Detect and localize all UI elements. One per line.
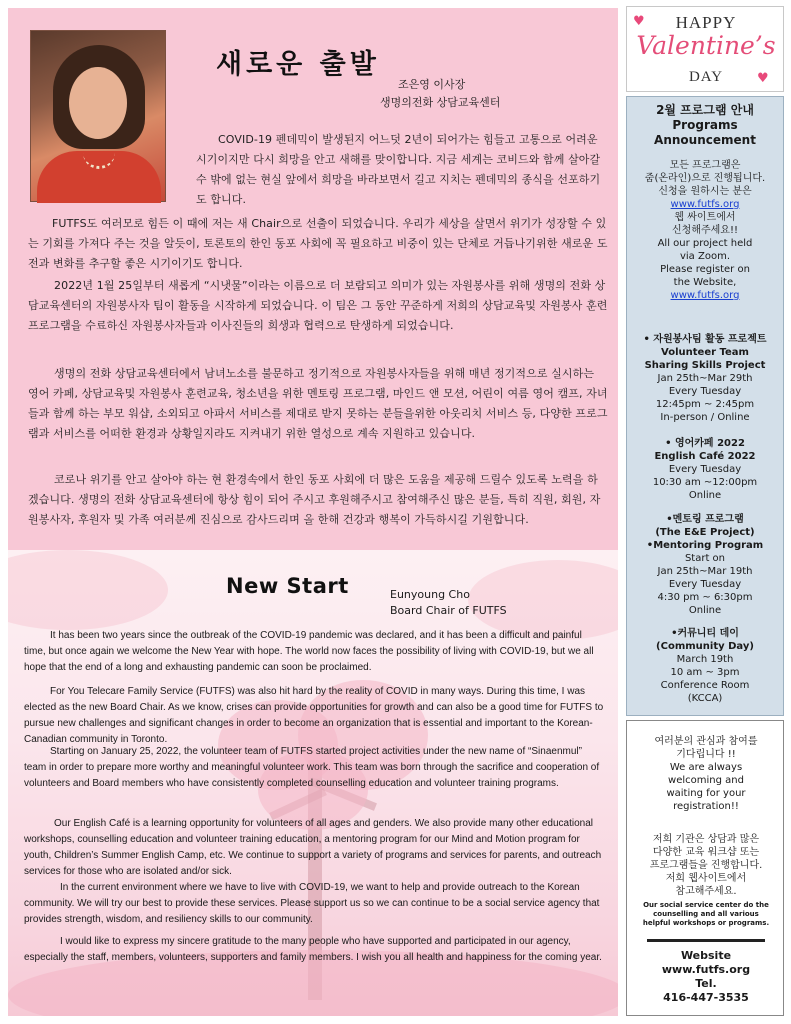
program-time: 10 am ~ 3pm	[670, 667, 740, 678]
korean-paragraph: FUTFS도 여러모로 힘든 이 때에 저는 새 Chair으로 선출이 되었습니다. 우리가 세상을 살면서 위기가 성장할 수 있는 기회를 가져다 주는 것을 알듯이, 토론토의 한인 동포 사회에 꼭 필요하고 비중이 있는 단체로 거듭나기위한 새로운 도전과 변화를 추구할 좋은 시기이기도 합니다.	[28, 217, 608, 270]
program-start: Start on	[684, 553, 726, 564]
intro-line: 모든 프로그램은	[669, 160, 741, 171]
reg-line: 다양한 교육 워크샵 또는	[652, 847, 760, 858]
reg-line: Our social service center do the	[643, 901, 769, 909]
program-name-en: Volunteer Team	[661, 347, 749, 358]
english-author-name: Eunyoung Cho	[390, 588, 470, 601]
intro-line: 신청을 원하시는 분은	[658, 186, 752, 197]
program-name-en: Sharing Skills Project	[644, 360, 766, 371]
reg-line: helpful workshops or programs.	[642, 919, 770, 927]
program-date: Jan 25th~Mar 19th	[657, 566, 753, 577]
program-mode: In-person / Online	[660, 412, 750, 423]
program-day: Every Tuesday	[668, 464, 742, 475]
website-link[interactable]: www.futfs.org	[670, 290, 740, 301]
reg-line: welcoming and	[668, 775, 744, 786]
program-time: 4:30 pm ~ 6:30pm	[657, 592, 753, 603]
korean-paragraph: COVID-19 펜데믹이 발생된지 어느덧 2년이 되어가는 힘들고 고통으로 어려운 시기이지만 다시 희망을 안고 새해를 맞이합니다. 지금 세계는 코비드와 함께 살아갈 수 밖에 없는 현실 앞에서 희망을 바라보면서 길고 지치는 펜데믹의 종식을 선포하기도 합니다.	[196, 133, 601, 206]
program-name-en: (Community Day)	[656, 641, 754, 652]
english-article	[8, 550, 618, 1016]
programs-announcement	[626, 96, 784, 716]
intro-line: Please register on	[660, 264, 750, 275]
program-name-kr: • 자원봉사팀 활동 프로젝트	[643, 334, 767, 345]
valentine-banner	[626, 6, 784, 92]
program-community-day	[627, 627, 783, 705]
english-author-title: Board Chair of FUTFS	[390, 604, 507, 617]
program-mode: Online	[688, 490, 722, 501]
english-paragraph: For You Telecare Family Service (FUTFS) was also hit hard by the reality of COVID in many ways. During this time, I was elected as the new Board Chair. As we know, crises can provide opportunities for growth and can also be a good time for FUTFS to pursue new challenges and significant changes in order to become an organization that is essential and important to the Korean-Canadian community in Toronto.	[24, 686, 604, 745]
intro-line: the Website,	[673, 277, 737, 288]
registration-info	[626, 720, 784, 1016]
korean-paragraph: 코로나 위기를 안고 살아야 하는 현 환경속에서 한인 동포 사회에 더 많은 도움을 제공해 드릴수 있도록 노력을 하겠습니다. 생명의 전화 상담교육센터에 항상 힘이 되어 주시고 후원해주시고 참여해주신 많은 분들, 특히 직원, 회원, 자원봉사자, 후원자 및 가족 여러분께 진심으로 감사드리며 올 한해 건강과 행복이 가득하시길 기원합니다.	[28, 473, 601, 526]
program-name-kr: •커뮤니티 데이	[671, 628, 739, 639]
heart-icon: ♥	[757, 71, 769, 86]
program-time: 10:30 am ~12:00pm	[652, 477, 758, 488]
reg-line: 참고해주세요.	[675, 886, 737, 897]
reg-line: 여러분의 관심과 참여를	[654, 736, 758, 747]
program-mode: Online	[688, 605, 722, 616]
korean-article	[8, 8, 618, 550]
english-paragraph: It has been two years since the outbreak of the COVID-19 pandemic was declared, and it has been a difficult and painful time, but once again we welcome the New Year with hope. The world now faces the possibility of living with COVID-19, but we all hope that the end of a long and exhausting pandemic can soon be proclaimed.	[24, 630, 594, 673]
intro-line: All our project held	[657, 238, 753, 249]
program-date: Jan 25th~Mar 29th	[657, 373, 753, 384]
website-link[interactable]: www.futfs.org	[661, 963, 751, 976]
english-paragraph: Starting on January 25, 2022, the volunteer team of FUTFS started project activities under the new name of “Sinaenmul” team in order to prepare more worthy and meaningful volunteer work. This team was born through the sacrifice and cooperation of volunteers and Board members who have consistently completed counselling education and volunteer training programs.	[24, 746, 600, 789]
reg-line: 저희 기관은 상담과 많은	[652, 834, 760, 845]
english-paragraph: Our English Café is a learning opportunity for volunteers of all ages and genders. We also provide many other educational workshops, counselling education and volunteer training education, a mentoring program for our Mind and Motion program for youth, Children’s Summer English Camp, etc. We continue to support a variety of programs and services for parents, and outreach services for those who are isolated and/or sick.	[24, 818, 602, 877]
korean-paragraph: 생명의 전화 상담교육센터에서 남녀노소를 불문하고 정기적으로 자원봉사자들을 위해 매년 정기적으로 실시하는 영어 카페, 상담교육및 자원봉사 훈련교육, 청소년을 위한 멘토링 프로그램, 마인드 앤 모션, 어린이 여름 영어 캠프, 자녀들과 함께 하는 부모 워샵, 소외되고 아파서 서비스를 제대로 받지 못하는 분들을위한 아웃리치 서비스 등, 다양한 프로그램과 서비스를 어떠한 환경과 상황일지라도 지켜내기 위한 열성으로 계속 지원하고 있습니다.	[28, 367, 608, 440]
registration-about	[631, 833, 781, 898]
intro-line: 줌(온라인)으로 진행됩니다.	[644, 173, 766, 184]
program-venue: (KCCA)	[687, 693, 723, 704]
korean-title: 새로운 출발	[216, 49, 380, 80]
english-paragraph: I would like to express my sincere gratitude to the many people who have supported and participated in our agency, especially the staff, members, volunteers, supporters and family members. I wish you all health and happiness for the coming year.	[24, 936, 602, 963]
program-name-kr: •멘토링 프로그램	[666, 514, 744, 525]
heart-icon: ♥	[633, 14, 645, 29]
program-date: March 19th	[676, 654, 734, 665]
english-title: New Start	[226, 574, 349, 598]
english-paragraph: In the current environment where we have to live with COVID-19, we want to help and provide outreach to the Korean community. We will try our best to provide these services. Please support us so we can continue to be a social service agency that provides strength, wisdom, and resiliency skills to our community.	[24, 882, 600, 925]
phone-number[interactable]: 416-447-3535	[663, 991, 749, 1004]
website-link[interactable]: www.futfs.org	[670, 199, 740, 210]
registration-note	[631, 901, 781, 928]
contact-info	[631, 949, 781, 1005]
program-day: Every Tuesday	[668, 579, 742, 590]
korean-author-org: 생명의전화 상담교육센터	[380, 96, 501, 109]
intro-line: 신청해주세요!!	[672, 225, 738, 236]
programs-heading-en: Programs Announcement	[654, 118, 756, 147]
reg-line: counselling and all various	[653, 910, 759, 918]
program-volunteer-team	[627, 333, 783, 424]
valentine-script: Valentine’s	[636, 31, 776, 60]
program-name-kr: • 영어카페 2022	[665, 438, 745, 449]
author-photo	[30, 30, 166, 202]
intro-line: via Zoom.	[679, 251, 730, 262]
programs-heading	[627, 103, 783, 148]
reg-line: registration!!	[673, 801, 739, 812]
programs-intro	[627, 159, 783, 302]
program-name-en: (The E&E Project)	[655, 527, 755, 538]
korean-paragraph: 2022년 1월 25일부터 새롭게 “시냇물”이라는 이름으로 더 보람되고 의미가 있는 자원봉사를 위해 생명의 전화 상담교육센터의 자원봉사자 팀이 활동을 시작하게 되었습니다. 이 팀은 그 동안 꾸준하게 저희의 상담교육및 자원봉사 훈련 프로그램을 수료하신 자원봉사자들과 이사진들의 희생과 협력으로 탄생하게 되었습니다.	[28, 279, 608, 332]
program-mentoring	[627, 513, 783, 617]
programs-heading-kr: 2월 프로그램 안내	[656, 103, 754, 117]
registration-invite	[631, 735, 781, 813]
program-name-en: •Mentoring Program	[646, 540, 764, 551]
divider	[647, 939, 765, 942]
program-english-cafe	[627, 437, 783, 502]
program-time: 12:45pm ~ 2:45pm	[655, 399, 755, 410]
intro-line: 웹 싸이트에서	[674, 212, 736, 223]
website-label: Website	[680, 949, 732, 962]
program-day: Every Tuesday	[668, 386, 742, 397]
korean-author-name: 조은영 이사장	[398, 78, 466, 91]
program-venue: Conference Room	[660, 680, 750, 691]
program-name-en: English Café 2022	[654, 451, 756, 462]
valentine-day: DAY	[688, 69, 724, 85]
reg-line: 프로그램들을 진행합니다.	[649, 860, 763, 871]
valentine-happy: HAPPY	[675, 13, 737, 32]
reg-line: 저희 웹사이트에서	[665, 873, 747, 884]
reg-line: 기다립니다 !!	[676, 749, 736, 760]
tel-label: Tel.	[695, 977, 717, 990]
reg-line: waiting for your	[666, 788, 746, 799]
reg-line: We are always	[669, 762, 743, 773]
